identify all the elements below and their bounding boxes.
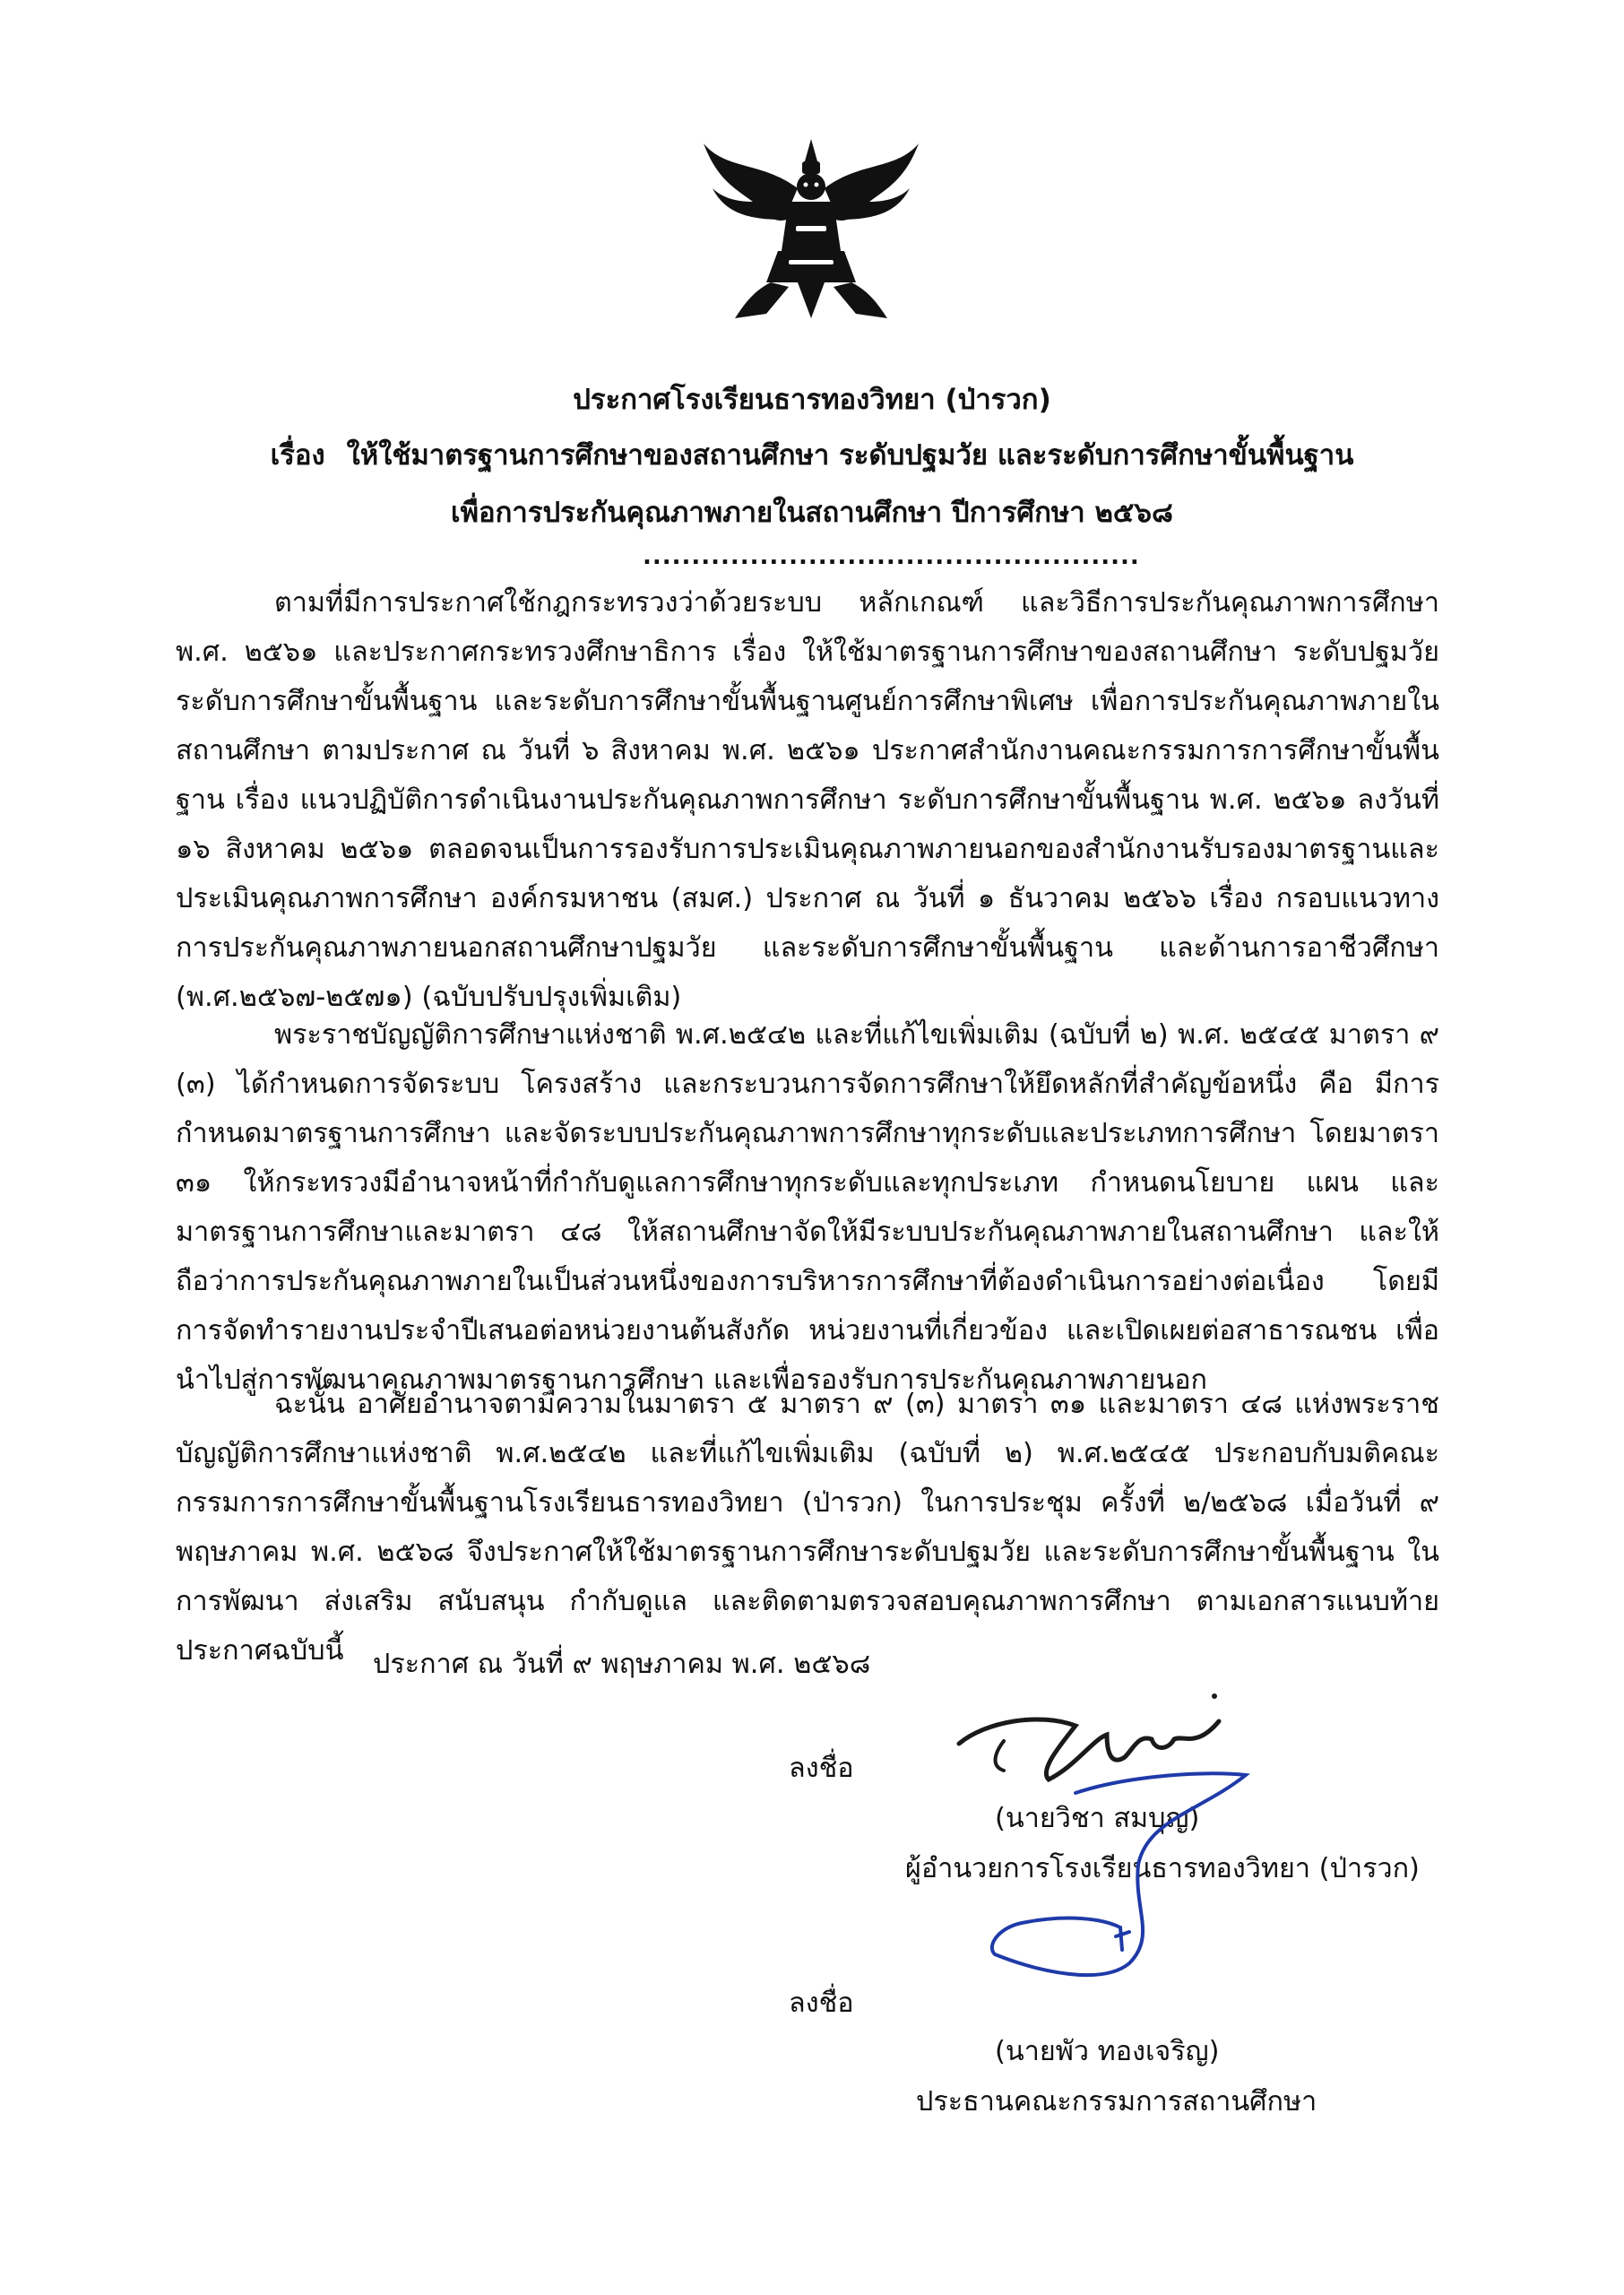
announcement-subject <box>0 432 1624 477</box>
separator-line: ................................................... <box>643 543 1140 570</box>
signer-2-title: ประธานคณะกรรมการสถานศึกษา <box>916 2086 1317 2117</box>
subject-text: ให้ใช้มาตรฐานการศึกษาของสถานศึกษา ระดับปฐมวัย และระดับการศึกษาขั้นพื้นฐาน <box>346 439 1354 472</box>
paragraph-2-text: พระราชบัญญัติการศึกษาแห่งชาติ พ.ศ.๒๕๔๒ และที่แก้ไขเพิ่มเติม (ฉบับที่ ๒) พ.ศ. ๒๕๔๕ มาตรา ๙ (๓) ได้กำหนดการจัดระบบ โครงสร้าง และกระบวนการจัดการศึกษาให้ยึดหลักที่สำคัญข้อหนึ่ง คือ มีการกำหนดมาตรฐานการศึกษา และจัดระบบประกันคุณภาพการศึกษาทุกระดับและประเภทการศึกษา โดยมาตรา ๓๑ ให้กระทรวงมีอำนาจหน้าที่กำกับดูแลการศึกษาทุกระดับและทุกประเภท กำหนดนโยบาย แผน และมาตรฐานการศึกษาและมาตรา ๔๘ ให้สถานศึกษาจัดให้มีระบบประกันคุณภาพภายในสถานศึกษา และให้ถือว่าการประกันคุณภาพภายในเป็นส่วนหนึ่งของการบริหารการศึกษาที่ต้องดำเนินการอย่างต่อเนื่อง โดยมีการจัดทำรายงานประจำปีเสนอต่อหน่วยงานต้นสังกัด หน่วยงานที่เกี่ยวข้อง และเปิดเผยต่อสาธารณชน เพื่อนำไปสู่การพัฒนาคุณภาพมาตรฐานการศึกษา และเพื่อรองรับการประกันคุณภาพภายนอก <box>176 1019 1439 1396</box>
signer-2-name: (นายพัว ทองเจริญ) <box>995 2036 1220 2067</box>
signer-1-name: (นายวิชา สมบุญ) <box>995 1803 1200 1834</box>
paragraph-1-text: ตามที่มีการประกาศใช้กฎกระทรวงว่าด้วยระบบ หลักเกณฑ์ และวิธีการประกันคุณภาพการศึกษา พ.ศ. ๒๕๖๑ และประกาศกระทรวงศึกษาธิการ เรื่อง ให้ใช้มาตรฐานการศึกษาของสถานศึกษา ระดับปฐมวัย ระดับการศึกษาขั้นพื้นฐาน และระดับการศึกษาขั้นพื้นฐานศูนย์การศึกษาพิเศษ เพื่อการประกันคุณภาพภายในสถานศึกษา ตามประกาศ ณ วันที่ ๖ สิงหาคม พ.ศ. ๒๕๖๑ ประกาศสำนักงานคณะกรรมการการศึกษาขั้นพื้นฐาน เรื่อง แนวปฏิบัติการดำเนินงานประกันคุณภาพการศึกษา ระดับการศึกษาขั้นพื้นฐาน พ.ศ. ๒๕๖๑ ลงวันที่ ๑๖ สิงหาคม ๒๕๖๑ ตลอดจนเป็นการรองรับการประเมินคุณภาพภายนอกของสำนักงานรับรองมาตรฐานและประเมินคุณภาพการศึกษา องค์กรมหาชน (สมศ.) ประกาศ ณ วันที่ ๑ ธันวาคม ๒๕๖๖ เรื่อง กรอบแนวทางการประกันคุณภาพภายนอกสถานศึกษาปฐมวัย และระดับการศึกษาขั้นพื้นฐาน และด้านการอาชีวศึกษา (พ.ศ.๒๕๖๗-๒๕๗๑) (ฉบับปรับปรุงเพิ่มเติม) <box>176 587 1439 1013</box>
handwritten-signature-2 <box>968 1757 1264 2008</box>
announcement-date: ประกาศ ณ วันที่ ๙ พฤษภาคม พ.ศ. ๒๕๖๘ <box>373 1649 871 1680</box>
paragraph-3 <box>176 1380 1439 1676</box>
signer-1-title: ผู้อำนวยการโรงเรียนธารทองวิทยา (ป่ารวก) <box>905 1853 1420 1884</box>
announcement-purpose: เพื่อการประกันคุณภาพภายในสถานศึกษา ปีการศึกษา ๒๕๖๘ <box>451 497 1173 529</box>
paragraph-1 <box>176 578 1439 1022</box>
garuda-emblem-icon <box>699 134 923 323</box>
signature-label-2: ลงชื่อ <box>789 1988 854 2019</box>
subject-label: เรื่อง <box>270 439 325 472</box>
paragraph-2 <box>176 1010 1439 1405</box>
announcement-title: ประกาศโรงเรียนธารทองวิทยา (ป่ารวก) <box>573 384 1051 416</box>
signature-label-1: ลงชื่อ <box>789 1753 854 1784</box>
paragraph-3-text: ฉะนั้น อาศัยอำนาจตามความในมาตรา ๕ มาตรา ๙ (๓) มาตรา ๓๑ และมาตรา ๔๘ แห่งพระราชบัญญัติการศึกษาแห่งชาติ พ.ศ.๒๕๔๒ และที่แก้ไขเพิ่มเติม (ฉบับที่ ๒) พ.ศ.๒๕๔๕ ประกอบกับมติคณะกรรมการการศึกษาขั้นพื้นฐานโรงเรียนธารทองวิทยา (ป่ารวก) ในการประชุม ครั้งที่ ๒/๒๕๖๘ เมื่อวันที่ ๙ พฤษภาคม พ.ศ. ๒๕๖๘ จึงประกาศให้ใช้มาตรฐานการศึกษาระดับปฐมวัย และระดับการศึกษาขั้นพื้นฐาน ในการพัฒนา ส่งเสริม สนับสนุน กำกับดูแล และติดตามตรวจสอบคุณภาพการศึกษา ตามเอกสารแนบท้ายประกาศฉบับนี้ <box>176 1389 1439 1667</box>
